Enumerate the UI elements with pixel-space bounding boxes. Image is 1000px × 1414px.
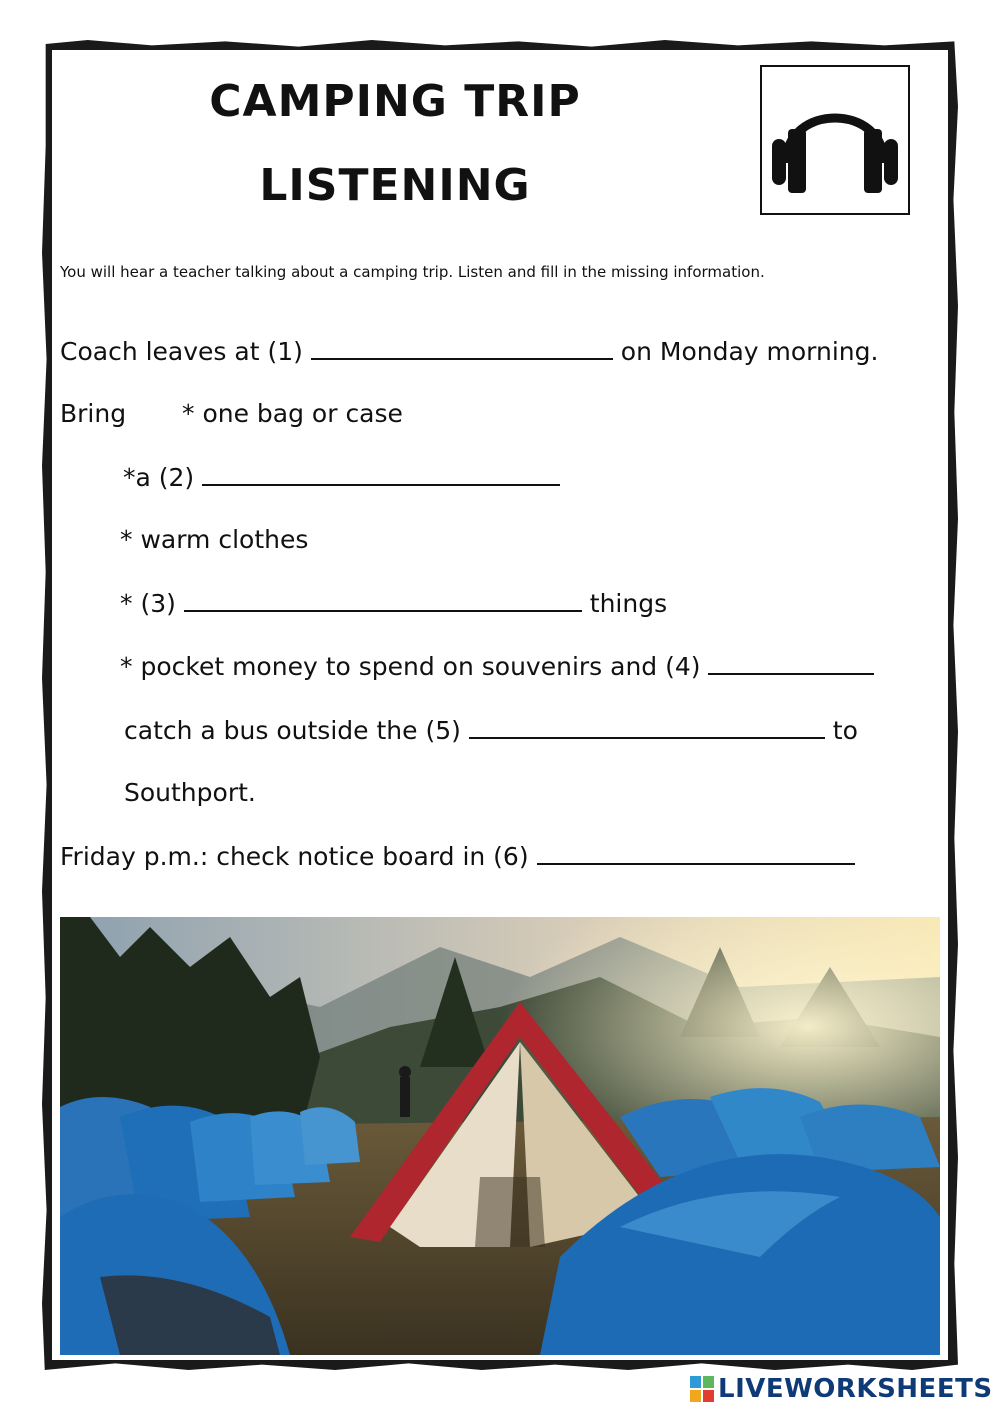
answer-2-field[interactable] (202, 462, 560, 486)
question-5-label: catch a bus outside the (5) (124, 716, 461, 745)
question-4-label: * pocket money to spend on souvenirs and (4) (120, 652, 701, 681)
answer-5-field[interactable] (469, 715, 825, 739)
page-title: CAMPING TRIP (209, 76, 581, 127)
page-subtitle: LISTENING (259, 160, 531, 211)
question-5-suffix: to (832, 716, 858, 745)
brand-logo[interactable] (690, 1374, 993, 1404)
question-3-label: * (3) (120, 589, 176, 618)
question-5-row (124, 715, 858, 745)
instructions-text: You will hear a teacher talking about a camping trip. Listen and fill in the missing information. (60, 263, 765, 281)
audio-button[interactable] (760, 65, 910, 215)
liveworksheets-logo-icon (690, 1376, 714, 1402)
headphones-icon (762, 67, 908, 213)
bring-item-bag: * one bag or case (182, 399, 403, 428)
question-1-label: Coach leaves at (1) (60, 337, 303, 366)
question-5-continuation: Southport. (124, 778, 256, 807)
question-2-row (123, 462, 560, 492)
question-4-row (120, 651, 874, 681)
bring-item-clothes: * warm clothes (120, 525, 309, 554)
question-6-label: Friday p.m.: check notice board in (6) (60, 842, 529, 871)
bring-label: Bring (60, 399, 127, 428)
question-1-row (60, 336, 878, 366)
answer-3-field[interactable] (184, 588, 582, 612)
question-3-suffix: things (589, 589, 668, 618)
question-3-row (120, 588, 667, 618)
answer-4-field[interactable] (708, 651, 874, 675)
campsite-photo (60, 917, 940, 1355)
question-6-row (60, 841, 855, 871)
brand-name: LIVEWORKSHEETS (718, 1374, 993, 1404)
bring-row (60, 399, 403, 428)
answer-6-field[interactable] (537, 841, 855, 865)
question-1-suffix: on Monday morning. (620, 337, 879, 366)
question-2-label: *a (2) (123, 463, 195, 492)
answer-1-field[interactable] (311, 336, 613, 360)
